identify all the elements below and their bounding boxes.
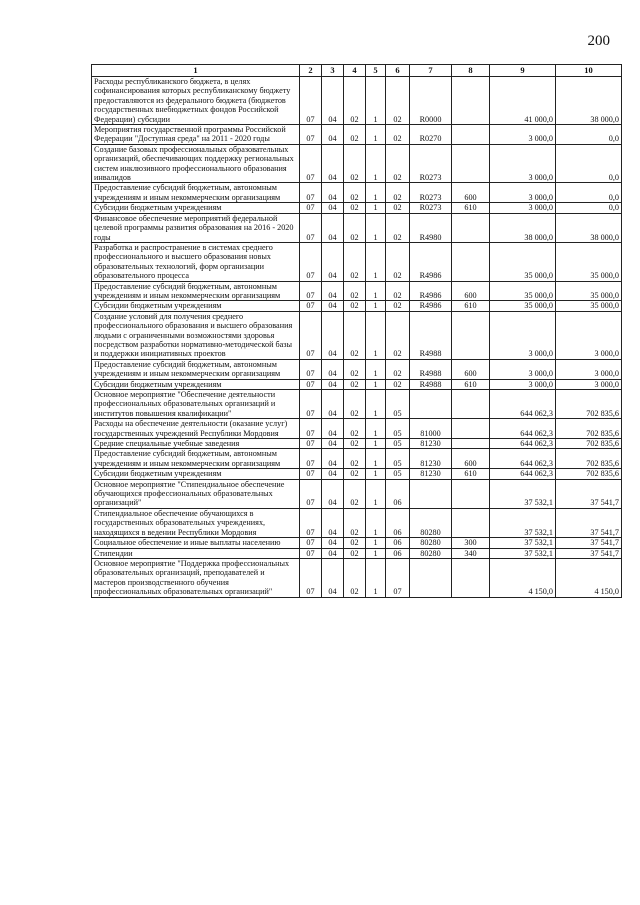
row-cell-col-5: 1 — [366, 419, 386, 439]
row-cell-col-6: 02 — [386, 281, 410, 301]
row-name-cell: Стипендии — [92, 548, 300, 558]
row-cell-col-3: 04 — [322, 77, 344, 125]
column-header: 2 — [300, 65, 322, 77]
row-cell-col-6: 02 — [386, 311, 410, 359]
row-name-cell: Создание базовых профессиональных образовательных организаций, обеспечивающих поддержку региональных систем инклюзивного профессионального образования инвалидов — [92, 144, 300, 183]
column-header: 3 — [322, 65, 344, 77]
row-cell-col-7: 80280 — [410, 508, 452, 537]
row-cell-col-10: 3 000,0 — [556, 379, 622, 389]
table-row — [92, 213, 622, 242]
row-cell-col-2: 07 — [300, 469, 322, 479]
row-cell-col-10: 0,0 — [556, 125, 622, 145]
row-cell-col-7 — [410, 479, 452, 508]
row-cell-col-4: 02 — [344, 548, 366, 558]
table-header-row — [92, 65, 622, 77]
row-cell-col-4: 02 — [344, 213, 366, 242]
budget-table — [91, 64, 622, 598]
column-header: 6 — [386, 65, 410, 77]
row-name-cell: Субсидии бюджетным учреждениям — [92, 301, 300, 311]
column-header: 8 — [452, 65, 490, 77]
table-row — [92, 508, 622, 537]
row-cell-col-9: 35 000,0 — [490, 281, 556, 301]
row-cell-col-2: 07 — [300, 183, 322, 203]
row-cell-col-8: 610 — [452, 379, 490, 389]
page-number: 200 — [587, 33, 610, 49]
row-cell-col-5: 1 — [366, 242, 386, 281]
row-cell-col-10: 3 000,0 — [556, 359, 622, 379]
row-cell-col-3: 04 — [322, 469, 344, 479]
row-cell-col-3: 04 — [322, 479, 344, 508]
row-cell-col-7: R4986 — [410, 281, 452, 301]
row-cell-col-9: 41 000,0 — [490, 77, 556, 125]
table-row — [92, 301, 622, 311]
row-cell-col-8 — [452, 479, 490, 508]
row-cell-col-2: 07 — [300, 203, 322, 213]
row-cell-col-8: 600 — [452, 281, 490, 301]
row-name-cell: Социальное обеспечение и иные выплаты населению — [92, 538, 300, 548]
row-cell-col-7: 81230 — [410, 449, 452, 469]
row-cell-col-4: 02 — [344, 469, 366, 479]
table-row — [92, 419, 622, 439]
row-cell-col-4: 02 — [344, 242, 366, 281]
row-cell-col-8: 600 — [452, 449, 490, 469]
row-cell-col-7 — [410, 390, 452, 419]
row-cell-col-7: 80280 — [410, 538, 452, 548]
row-cell-col-2: 07 — [300, 508, 322, 537]
row-cell-col-6: 02 — [386, 242, 410, 281]
row-cell-col-9: 4 150,0 — [490, 558, 556, 597]
row-name-cell: Финансовое обеспечение мероприятий федеральной целевой программы развития образования на 2016 - 2020 годы — [92, 213, 300, 242]
row-cell-col-3: 04 — [322, 311, 344, 359]
row-cell-col-6: 05 — [386, 419, 410, 439]
column-header: 7 — [410, 65, 452, 77]
row-cell-col-8 — [452, 439, 490, 449]
row-cell-col-3: 04 — [322, 379, 344, 389]
row-cell-col-3: 04 — [322, 538, 344, 548]
row-cell-col-9: 3 000,0 — [490, 144, 556, 183]
row-cell-col-2: 07 — [300, 449, 322, 469]
row-name-cell: Создание условий для получения среднего профессионального образования и высшего образования людьми с ограниченными возможностями здоровья посредством разработки нормативно-методической базы и поддержки инициативных проектов — [92, 311, 300, 359]
row-cell-col-6: 05 — [386, 449, 410, 469]
row-cell-col-3: 04 — [322, 242, 344, 281]
row-cell-col-2: 07 — [300, 77, 322, 125]
table-row — [92, 183, 622, 203]
table-row — [92, 469, 622, 479]
row-cell-col-7: R0273 — [410, 183, 452, 203]
row-cell-col-9: 644 062,3 — [490, 439, 556, 449]
row-cell-col-9: 3 000,0 — [490, 125, 556, 145]
table-row — [92, 548, 622, 558]
row-cell-col-4: 02 — [344, 558, 366, 597]
table-row — [92, 449, 622, 469]
table-row — [92, 281, 622, 301]
row-cell-col-9: 3 000,0 — [490, 311, 556, 359]
row-cell-col-4: 02 — [344, 183, 366, 203]
row-cell-col-6: 05 — [386, 439, 410, 449]
row-name-cell: Основное мероприятие "Обеспечение деятельности профессиональных образовательных организаций и институтов повышения квалификации" — [92, 390, 300, 419]
row-cell-col-10: 35 000,0 — [556, 301, 622, 311]
row-cell-col-8 — [452, 242, 490, 281]
column-header: 5 — [366, 65, 386, 77]
row-cell-col-5: 1 — [366, 311, 386, 359]
row-cell-col-3: 04 — [322, 548, 344, 558]
row-cell-col-6: 02 — [386, 77, 410, 125]
row-cell-col-8 — [452, 311, 490, 359]
row-cell-col-8 — [452, 125, 490, 145]
row-cell-col-7: R4988 — [410, 379, 452, 389]
table-row — [92, 311, 622, 359]
row-cell-col-7: 80280 — [410, 548, 452, 558]
row-cell-col-2: 07 — [300, 419, 322, 439]
row-cell-col-2: 07 — [300, 439, 322, 449]
row-cell-col-9: 35 000,0 — [490, 301, 556, 311]
row-cell-col-5: 1 — [366, 548, 386, 558]
row-cell-col-5: 1 — [366, 125, 386, 145]
row-name-cell: Разработка и распространение в системах среднего профессионального и высшего образования новых образовательных технологий, форм организации образовательного процесса — [92, 242, 300, 281]
column-header: 9 — [490, 65, 556, 77]
row-cell-col-4: 02 — [344, 359, 366, 379]
row-cell-col-9: 3 000,0 — [490, 359, 556, 379]
row-cell-col-8 — [452, 213, 490, 242]
row-cell-col-10: 37 541,7 — [556, 538, 622, 548]
row-cell-col-5: 1 — [366, 281, 386, 301]
row-cell-col-10: 0,0 — [556, 203, 622, 213]
row-cell-col-10: 0,0 — [556, 183, 622, 203]
row-cell-col-10: 38 000,0 — [556, 213, 622, 242]
row-cell-col-2: 07 — [300, 125, 322, 145]
row-cell-col-10: 3 000,0 — [556, 311, 622, 359]
row-cell-col-9: 644 062,3 — [490, 469, 556, 479]
row-cell-col-4: 02 — [344, 301, 366, 311]
row-cell-col-2: 07 — [300, 390, 322, 419]
row-name-cell: Стипендиальное обеспечение обучающихся в государственных образовательных учреждениях, находящихся в ведении Республики Мордовия — [92, 508, 300, 537]
row-cell-col-10: 35 000,0 — [556, 281, 622, 301]
row-name-cell: Расходы республиканского бюджета, в целях софинансирования которых республиканскому бюджету предоставляются из федерального бюджета (бюджетов государственных внебюджетных фондов Российской Федерации) субсидии — [92, 77, 300, 125]
row-cell-col-8: 300 — [452, 538, 490, 548]
row-cell-col-3: 04 — [322, 390, 344, 419]
row-cell-col-8: 610 — [452, 469, 490, 479]
row-cell-col-5: 1 — [366, 379, 386, 389]
row-cell-col-10: 702 835,6 — [556, 449, 622, 469]
row-cell-col-7: R4988 — [410, 359, 452, 379]
row-cell-col-10: 702 835,6 — [556, 390, 622, 419]
table-row — [92, 379, 622, 389]
row-name-cell: Предоставление субсидий бюджетным, автономным учреждениям и иным некоммерческим организациям — [92, 359, 300, 379]
row-cell-col-5: 1 — [366, 183, 386, 203]
row-cell-col-4: 02 — [344, 281, 366, 301]
row-cell-col-9: 37 532,1 — [490, 479, 556, 508]
row-cell-col-8 — [452, 419, 490, 439]
row-cell-col-5: 1 — [366, 203, 386, 213]
table-row — [92, 203, 622, 213]
row-cell-col-2: 07 — [300, 558, 322, 597]
row-cell-col-3: 04 — [322, 449, 344, 469]
row-cell-col-9: 3 000,0 — [490, 379, 556, 389]
row-cell-col-8: 600 — [452, 183, 490, 203]
row-cell-col-8: 600 — [452, 359, 490, 379]
row-cell-col-10: 37 541,7 — [556, 548, 622, 558]
row-cell-col-6: 06 — [386, 538, 410, 548]
row-cell-col-5: 1 — [366, 301, 386, 311]
row-cell-col-5: 1 — [366, 390, 386, 419]
row-name-cell: Средние специальные учебные заведения — [92, 439, 300, 449]
row-cell-col-7 — [410, 558, 452, 597]
row-cell-col-4: 02 — [344, 439, 366, 449]
row-cell-col-7: R4988 — [410, 311, 452, 359]
row-cell-col-10: 702 835,6 — [556, 469, 622, 479]
row-cell-col-8 — [452, 558, 490, 597]
row-cell-col-4: 02 — [344, 538, 366, 548]
row-name-cell: Основное мероприятие "Стипендиальное обеспечение обучающихся профессиональных образовательных организаций" — [92, 479, 300, 508]
row-cell-col-3: 04 — [322, 144, 344, 183]
row-cell-col-9: 3 000,0 — [490, 183, 556, 203]
row-cell-col-6: 06 — [386, 508, 410, 537]
row-cell-col-5: 1 — [366, 439, 386, 449]
table-row — [92, 144, 622, 183]
row-cell-col-3: 04 — [322, 359, 344, 379]
row-name-cell: Основное мероприятие "Поддержка профессиональных образовательных организаций, преподавателей и мастеров производственного обучения профессиональных образовательных организаций" — [92, 558, 300, 597]
row-cell-col-2: 07 — [300, 479, 322, 508]
row-cell-col-6: 02 — [386, 301, 410, 311]
column-header: 10 — [556, 65, 622, 77]
row-name-cell: Предоставление субсидий бюджетным, автономным учреждениям и иным некоммерческим организациям — [92, 449, 300, 469]
row-cell-col-9: 38 000,0 — [490, 213, 556, 242]
row-cell-col-6: 02 — [386, 359, 410, 379]
row-name-cell: Предоставление субсидий бюджетным, автономным учреждениям и иным некоммерческим организациям — [92, 183, 300, 203]
row-cell-col-3: 04 — [322, 419, 344, 439]
table-row — [92, 125, 622, 145]
row-cell-col-7: R4986 — [410, 242, 452, 281]
row-cell-col-4: 02 — [344, 311, 366, 359]
table-row — [92, 538, 622, 548]
row-name-cell: Предоставление субсидий бюджетным, автономным учреждениям и иным некоммерческим организациям — [92, 281, 300, 301]
row-cell-col-4: 02 — [344, 203, 366, 213]
row-cell-col-8: 610 — [452, 301, 490, 311]
row-cell-col-4: 02 — [344, 419, 366, 439]
row-cell-col-2: 07 — [300, 359, 322, 379]
row-cell-col-9: 644 062,3 — [490, 390, 556, 419]
row-cell-col-10: 702 835,6 — [556, 419, 622, 439]
row-cell-col-7: R4980 — [410, 213, 452, 242]
row-cell-col-8: 340 — [452, 548, 490, 558]
row-cell-col-3: 04 — [322, 281, 344, 301]
row-cell-col-6: 05 — [386, 469, 410, 479]
row-cell-col-4: 02 — [344, 479, 366, 508]
table-row — [92, 242, 622, 281]
row-cell-col-2: 07 — [300, 301, 322, 311]
row-cell-col-4: 02 — [344, 77, 366, 125]
row-cell-col-5: 1 — [366, 469, 386, 479]
row-cell-col-6: 06 — [386, 479, 410, 508]
row-cell-col-10: 35 000,0 — [556, 242, 622, 281]
row-name-cell: Субсидии бюджетным учреждениям — [92, 203, 300, 213]
row-cell-col-8 — [452, 144, 490, 183]
row-cell-col-3: 04 — [322, 213, 344, 242]
row-cell-col-8 — [452, 390, 490, 419]
row-cell-col-6: 02 — [386, 183, 410, 203]
row-cell-col-6: 02 — [386, 125, 410, 145]
row-name-cell: Субсидии бюджетным учреждениям — [92, 379, 300, 389]
row-cell-col-7: R4986 — [410, 301, 452, 311]
row-cell-col-6: 06 — [386, 548, 410, 558]
row-cell-col-9: 35 000,0 — [490, 242, 556, 281]
row-cell-col-5: 1 — [366, 144, 386, 183]
row-cell-col-2: 07 — [300, 538, 322, 548]
row-cell-col-5: 1 — [366, 77, 386, 125]
row-cell-col-4: 02 — [344, 144, 366, 183]
row-cell-col-3: 04 — [322, 183, 344, 203]
row-cell-col-3: 04 — [322, 203, 344, 213]
row-cell-col-7: R0273 — [410, 144, 452, 183]
row-cell-col-8 — [452, 77, 490, 125]
table-row — [92, 359, 622, 379]
row-cell-col-7: 81230 — [410, 469, 452, 479]
row-cell-col-3: 04 — [322, 125, 344, 145]
row-cell-col-6: 02 — [386, 203, 410, 213]
table-row — [92, 77, 622, 125]
row-cell-col-2: 07 — [300, 213, 322, 242]
row-cell-col-4: 02 — [344, 390, 366, 419]
row-cell-col-6: 02 — [386, 213, 410, 242]
row-cell-col-5: 1 — [366, 449, 386, 469]
row-cell-col-10: 0,0 — [556, 144, 622, 183]
row-cell-col-3: 04 — [322, 508, 344, 537]
column-header: 1 — [92, 65, 300, 77]
table-row — [92, 479, 622, 508]
row-cell-col-10: 37 541,7 — [556, 479, 622, 508]
row-cell-col-6: 07 — [386, 558, 410, 597]
row-cell-col-10: 38 000,0 — [556, 77, 622, 125]
table-row — [92, 390, 622, 419]
row-name-cell: Мероприятия государственной программы Российской Федерации "Доступная среда" на 2011 - 2020 годы — [92, 125, 300, 145]
row-cell-col-7: R0000 — [410, 77, 452, 125]
row-cell-col-3: 04 — [322, 301, 344, 311]
row-cell-col-9: 3 000,0 — [490, 203, 556, 213]
row-cell-col-4: 02 — [344, 449, 366, 469]
row-cell-col-7: 81230 — [410, 439, 452, 449]
row-cell-col-7: R0273 — [410, 203, 452, 213]
row-cell-col-6: 02 — [386, 144, 410, 183]
row-cell-col-4: 02 — [344, 125, 366, 145]
table-row — [92, 558, 622, 597]
row-cell-col-9: 37 532,1 — [490, 508, 556, 537]
row-cell-col-10: 37 541,7 — [556, 508, 622, 537]
row-cell-col-2: 07 — [300, 242, 322, 281]
row-cell-col-7: R0270 — [410, 125, 452, 145]
row-cell-col-5: 1 — [366, 538, 386, 548]
row-name-cell: Расходы на обеспечение деятельности (оказание услуг) государственных учреждений Республики Мордовия — [92, 419, 300, 439]
column-header: 4 — [344, 65, 366, 77]
row-cell-col-5: 1 — [366, 558, 386, 597]
row-cell-col-5: 1 — [366, 359, 386, 379]
row-cell-col-6: 05 — [386, 390, 410, 419]
row-cell-col-3: 04 — [322, 558, 344, 597]
row-cell-col-8 — [452, 508, 490, 537]
table-row — [92, 439, 622, 449]
row-cell-col-2: 07 — [300, 144, 322, 183]
row-cell-col-4: 02 — [344, 379, 366, 389]
row-cell-col-4: 02 — [344, 508, 366, 537]
row-cell-col-2: 07 — [300, 379, 322, 389]
row-cell-col-3: 04 — [322, 439, 344, 449]
row-cell-col-2: 07 — [300, 281, 322, 301]
row-cell-col-9: 37 532,1 — [490, 548, 556, 558]
row-cell-col-5: 1 — [366, 213, 386, 242]
row-cell-col-5: 1 — [366, 479, 386, 508]
row-cell-col-7: 81000 — [410, 419, 452, 439]
row-cell-col-10: 702 835,6 — [556, 439, 622, 449]
row-cell-col-9: 644 062,3 — [490, 449, 556, 469]
row-cell-col-9: 644 062,3 — [490, 419, 556, 439]
row-cell-col-6: 02 — [386, 379, 410, 389]
row-cell-col-2: 07 — [300, 548, 322, 558]
row-cell-col-9: 37 532,1 — [490, 538, 556, 548]
row-cell-col-5: 1 — [366, 508, 386, 537]
row-cell-col-10: 4 150,0 — [556, 558, 622, 597]
row-name-cell: Субсидии бюджетным учреждениям — [92, 469, 300, 479]
row-cell-col-8: 610 — [452, 203, 490, 213]
row-cell-col-2: 07 — [300, 311, 322, 359]
